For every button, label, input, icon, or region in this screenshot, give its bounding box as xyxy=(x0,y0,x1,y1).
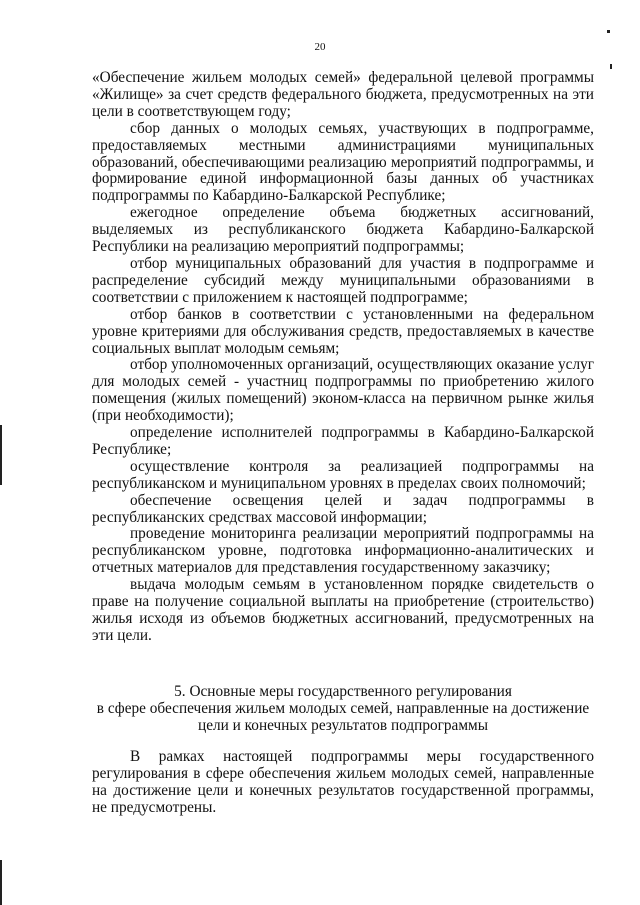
paragraph: обеспечение освещения целей и задач подпрограммы в республиканских средствах массовой информации; xyxy=(92,491,594,526)
section-heading-line: цели и конечных результатов подпрограммы xyxy=(198,717,488,734)
section-paragraph: В рамках настоящей подпрограммы меры государственного регулирования в сфере обеспечения жильем молодых семей, направленные на достижение цели и конечных результатов государственной программы, не предусмотрены. xyxy=(92,748,594,816)
paragraph: ежегодное определение объема бюджетных ассигнований, выделяемых из республиканского бюджета Кабардино-Балкарской Республики на реализацию мероприятий подпрограммы; xyxy=(92,204,594,256)
scan-mark xyxy=(0,425,2,485)
paragraph: выдача молодым семьям в установленном порядке свидетельств о праве на получение социальной выплаты на приобретение (строительство) жилья исходя из объемов бюджетных ассигнований, предусмотренных на эти цели. xyxy=(92,576,594,644)
section-heading-line: 5. Основные меры государственного регулирования xyxy=(174,683,512,700)
paragraph: определение исполнителей подпрограммы в Кабардино-Балкарской Республике; xyxy=(92,424,594,458)
paragraph: проведение мониторинга реализации мероприятий подпрограммы на республиканском уровне, подготовка информационно-аналитических и отчетных материалов для представления государственному заказчику; xyxy=(92,525,594,577)
paragraph: осуществление контроля за реализацией подпрограммы на республиканском и муниципальном уровнях в пределах своих полномочий; xyxy=(92,457,594,492)
paragraph: отбор муниципальных образований для участия в подпрограмме и распределение субсидий между муниципальными образованиями в соответствии с приложением к настоящей подпрограмме; xyxy=(92,254,594,306)
page-number: 20 xyxy=(314,41,326,53)
paragraph: «Обеспечение жильем молодых семей» федеральной целевой программы «Жилище» за счет средств федерального бюджета, предусмотренных на эти цели в соответствующем году; xyxy=(92,69,594,120)
body-text xyxy=(92,70,594,645)
paragraph: отбор банков в соответствии с установленными на федеральном уровне критериями для обслуживания средств, предоставляемых в качестве социальных выплат молодым семьям; xyxy=(92,305,594,357)
scan-mark xyxy=(0,860,2,905)
section-heading-line: в сфере обеспечения жильем молодых семей, направленные на достижение xyxy=(96,700,590,717)
section-heading xyxy=(92,683,594,734)
scan-mark xyxy=(610,64,612,69)
scan-mark xyxy=(607,30,610,33)
paragraph: отбор уполномоченных организаций, осуществляющих оказание услуг для молодых семей - участниц подпрограммы по приобретению жилого помещения (жилых помещений) эконом-класса на первичном рынке жилья (при необходимости); xyxy=(92,356,594,425)
section-text xyxy=(92,748,594,816)
paragraph: сбор данных о молодых семьях, участвующих в подпрограмме, предоставляемых местными администрациями муниципальных образований, обеспечивающими реализацию мероприятий подпрограммы, и формирование единой информационной базы данных об участниках подпрограммы по Кабардино-Балкарской Республике; xyxy=(92,119,594,205)
